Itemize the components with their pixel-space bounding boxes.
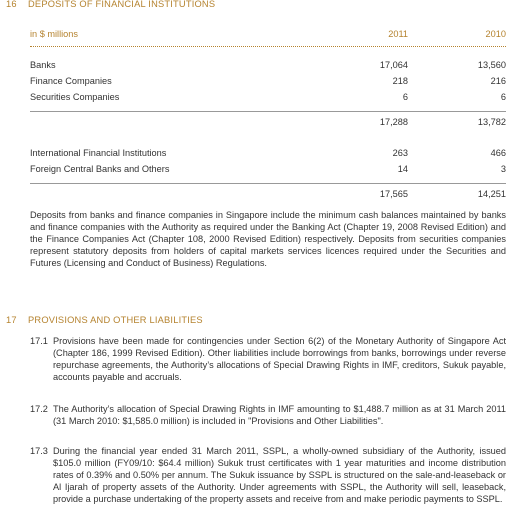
subtotal-row: [30, 111, 506, 134]
table-row: [30, 74, 506, 90]
section-number: 17: [6, 315, 17, 325]
table-row: [30, 58, 506, 74]
row-label: Foreign Central Banks and Others: [30, 164, 170, 175]
deposits-paragraph: Deposits from banks and finance companies in Singapore include the minimum cash balances maintained by banks and finance companies with the Authority as required under the Banking Act (Chapter 19, 2008 Revised Edition) and the Finance Companies Act (Chapter 108, 2000 Revised Edition) respectively. Deposits from securities companies represent statutory deposits from holders of capital markets services licences required under the Securities and Futures (Licensing and Conduct of Business) Regulations.: [30, 210, 506, 268]
section-17-heading: [6, 314, 203, 326]
row-2010: 13,560: [477, 60, 506, 71]
row-2011: 17,064: [379, 60, 408, 71]
header-2011: 2011: [388, 29, 408, 40]
header-units: in $ millions: [30, 29, 78, 40]
note-text: During the financial year ended 31 March 2011, SSPL, a wholly-owned subsidiary of the Authority, issued $105.0 million (FY09/10: $64.4 million) Sukuk trust certificates with 1 year maturities and income distribution rates of 0.39% and 0.50% per annum. The Sukuk issuance by SSPL is structured on the sale-and-leaseback or Al Ijarah of property assets of the Authority. Under agreements with SSPL, the Authority will sell, leaseback, provide a purchase undertaking of the property assets and receive from and make periodic payments to SSPL.: [53, 446, 506, 504]
table-row: [30, 90, 506, 106]
note-text: Provisions have been made for contingencies under Section 6(2) of the Monetary Authority of Singapore Act (Chapter 186, 1999 Revised Edition). Other liabilities include borrowings from banks, borrowings under reverse repurchase agreements, the Authority’s allocations of Special Drawing Rights in IMF, creditors, Sukuk payable, accounts payable and accruals.: [53, 336, 506, 382]
subtotal-2011: 17,288: [379, 117, 408, 128]
row-2011: 6: [402, 92, 408, 103]
section-16-heading: [6, 0, 215, 10]
row-label: Finance Companies: [30, 76, 112, 87]
row-label: Banks: [30, 60, 56, 71]
note-17-2: [30, 404, 506, 428]
total-2010: 14,251: [477, 189, 506, 200]
deposits-table: [30, 24, 506, 206]
row-2010: 3: [500, 164, 506, 175]
note-17-3: [30, 446, 506, 506]
table-row: [30, 146, 506, 162]
total-2011: 17,565: [379, 189, 408, 200]
section-number: 16: [6, 0, 17, 9]
note-17-1: [30, 336, 506, 384]
row-2010: 6: [500, 92, 506, 103]
subtotal-2010: 13,782: [477, 117, 506, 128]
table-row: [30, 162, 506, 178]
row-2010: 466: [490, 148, 506, 159]
row-2011: 14: [397, 164, 408, 175]
total-row: [30, 183, 506, 206]
header-2010: 2010: [485, 29, 506, 40]
table-header: [30, 24, 506, 47]
note-text: The Authority’s allocation of Special Drawing Rights in IMF amounting to $1,488.7 million as at 31 March 2011 (31 March 2010: $1,585.0 million) is included in "Provisions and Other Liabilities".: [53, 404, 506, 426]
note-number: 17.1: [30, 336, 48, 346]
row-label: Securities Companies: [30, 92, 120, 103]
section-title: PROVISIONS AND OTHER LIABILITIES: [28, 315, 203, 325]
row-label: International Financial Institutions: [30, 148, 167, 159]
row-2011: 263: [392, 148, 408, 159]
row-2011: 218: [392, 76, 408, 87]
note-number: 17.2: [30, 404, 48, 414]
section-title: DEPOSITS OF FINANCIAL INSTITUTIONS: [28, 0, 216, 9]
row-2010: 216: [490, 76, 506, 87]
note-number: 17.3: [30, 446, 48, 456]
